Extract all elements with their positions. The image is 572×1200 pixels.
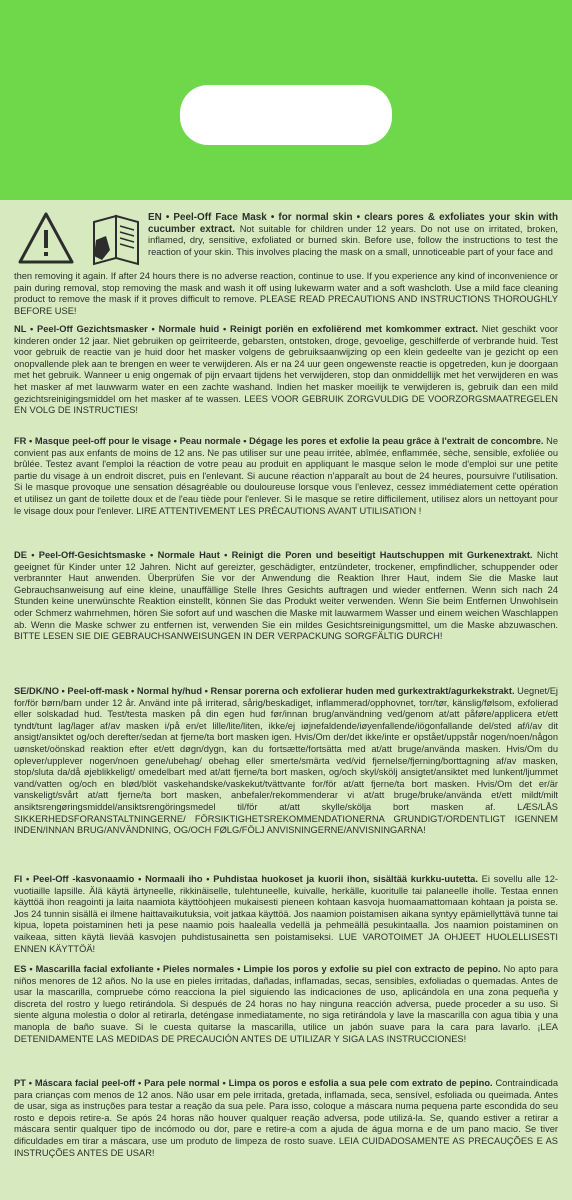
section-nl-lead: NL • Peel-Off Gezichtsmasker • Normale huid • Reinigt poriën en exfoliërend met komkommer extract. [14,324,482,334]
hang-hole [180,85,392,145]
icon-group [16,210,146,268]
section-fi [14,874,558,956]
read-instructions-booklet-icon [94,216,138,264]
section-en-lead: EN • Peel-Off Face Mask • for normal skin • clears pores & exfoliates your skin with cucumber extract. [148,212,558,235]
section-nl-body: Niet geschikt voor kinderen onder 12 jaar. Niet gebruiken op geïrriteerde, gebarsten, ontstoken, droge, gevoelige, geschilferde of verbrande huid. Test voor gebruik de reactie van je huid door het masker volgens de gebruiksaanwijzing op een klein gedeelte van je gezicht op een onopvallende plek aan te brengen en weer te verwijderen. Als er na 24 uur geen ongewenste reactie is opgetreden, kun je doorgaan met het gebruik. Wanneer u enig ongemak of pijn ervaart tijdens het verwijderen, stop dan onmiddellijk met het verwijderen en was het masker af met lauwwarm water en een zachte washand. Indien het masker moeilijk te verwijderen is, gebruik dan een mild gezichtsreinigingsmiddel om het masker af te wassen. LEES VOOR GEBRUIK ZORGVULDIG DE VOORZORGSMAATREGELEN EN VOLG DE INSTRUCTIES! [14,324,558,416]
section-en-body-continued: then removing it again. If after 24 hours there is no adverse reaction, continue to use. If you experience any kind of inconvenience or pain during removal, stop removing the mask and wash it off using lukewarm water and a soft washcloth. Use a mild face cleaning product to remove the mask if it proves difficult to remove. PLEASE READ PRECAUTIONS AND INSTRUCTIONS THOROUGHLY BEFORE USE! [14,271,558,316]
section-pt-lead: PT • Máscara facial peel-off • Para pele normal • Limpa os poros e esfolia a sua pele com extrato de pepino. [14,1078,496,1088]
section-nl [14,324,558,428]
section-pt [14,1078,558,1194]
section-se-lead: SE/DK/NO • Peel-off-mask • Normal hy/hud • Rensar porerna och exfolierar huden med gurkextrakt/agurkekstrakt. [14,686,518,696]
section-se-body: Uegnet/Ej for/för børn/barn under 12 år. Använd inte på irriterad, sårig/beskadiget, inflammerad/opphovnet, torr/tør, känslig/følsom, exfolierad eller solskadad hud. Test/testa masken på din egen hud før/innan brug/användning ved/genom at/att påføre/applicera et/ett tyndt/tunt lag/lager af/av masken i/på en/et lille/lite/liten, ikke/ej iøjnefaldende/iøyenfallende/iögonfallande del/sted af/i/av dit ansigt/ansiktet og/och derefter/sedan at fjerne/ta bort masken igen. Hvis/Om der/det ikke/inte er opstået/uppstår nogen/noen/någon uønsket/oönskad reaktion efter et/ett døgn/dygn, kan du fortsætte/fortsätta med at/att bruge/använda masken. Hvis/Om du oplever/upplever nogen/noen gene/ubehag/ obehag eller smerte/smärta ved/vid fjernelse/fjerning/borttagning af/av masken, stop/sluta da/då øjeblikkeligt/ omedelbart med at/att fjerne/ta bort masken, og/och skyl/skölj ansigtet/ansiktet med lunkent/ljummet vand/vatten og/och en blød/blöt vaskehandske/vaskekut/tvättvante for/för at/att fjerne/ta bort masken. Hvis/Om det er/är vanskeligt/svårt at/att fjerne/ta bort masken, anbefaler/rekommenderar vi at/att bruge/bruke/använda et/ett mildt/milt ansiktsrengøringsmiddel/ansiktsrengöringsmedel til/för at/att skylle/skölja bort masken af. LÆS/LÅS SIKKERHEDSFORANSTALTNINGERNE/ FÖRSIKTIGHETSREKOMMENDATIONERNA GRUNDIGT/ORDENTLIGT IGENNEM INDEN/INNAN BRUG/ANVÄNDNING, OG/OCH FØLG/FÖLJ ANVISNINGERNE/ANVISNINGARNA! [14,686,558,836]
section-pt-body: Contraindicada para crianças com menos de 12 anos. Não usar em pele irritada, gretada, inflamada, seca, sensível, esfoliada ou queimada. Antes de usar, siga as instruções para testar a reação da sua pele. Para isso, coloque a máscara numa pequena parte escondida do seu rosto e depois retire-a. Se após 24 horas não houver qualquer reação adversa, pode utilizá-la. Se, quando estiver a retirar a máscara sentir qualquer tipo de incómodo ou dor, pare e retire-a com a ajuda de água morna e de um pano macio. Se tiver dificuldades em tirar a máscara, use um produto de limpeza de rosto suave. LEIA CUIDADOSAMENTE AS PRECAUÇÕES E AS INSTRUÇÕES ANTES DE USAR! [14,1078,558,1158]
section-fr-body: Ne convient pas aux enfants de moins de 12 ans. Ne pas utiliser sur une peau irritée, abîmée, enflammée, sèche, sensible, exfoliée ou brûlée. Testez avant l'emploi la réaction de votre peau au produit en appliquant le masque selon le mode d'emploi sur une petite partie du visage à un endroit discret, puis en l'enlevant. Si aucune réaction n'apparaît au bout de 24 heures, poursuivre l'utilisation. Si le masque provoque une sensation désagréable ou douloureuse lorsque vous l'enlevez, cessez immédiatement cette opération et utilisez un gant de toilette doux et de l'eau tiède pour l'enlever. Si le masque se retire difficilement, utilisez alors un nettoyant pour le visage doux pour l'enlever. LIRE ATTENTIVEMENT LES PRÉCAUTIONS AVANT UTILISATION ! [14,436,558,516]
section-en-continued [14,271,558,317]
section-fr-lead: FR • Masque peel-off pour le visage • Peau normale • Dégage les pores et exfolie la peau grâce à l'extrait de concombre. [14,436,547,446]
warning-triangle-icon [20,214,72,262]
section-de-lead: DE • Peel-Off-Gesichtsmaske • Normale Haut • Reinigt die Poren und beseitigt Hautschuppen mit Gurkenextrakt. [14,550,537,560]
section-de-body: Nicht geeignet für Kinder unter 12 Jahren. Nicht auf gereizter, geschädigter, entzündeter, trockener, empfindlicher, schuppender oder verbrannter Haut anwenden. Überprüfen Sie vor der Anwendung die Reaktion Ihrer Haut, indem Sie die Maske laut Gebrauchsanweisung auf eine kleine, unauffällige Stelle Ihres Gesichts auftragen und wieder entfernen. Wenn sich nach 24 Stunden keine unerwünschte Reaktion einstellt, können Sie das Produkt weiter verwenden. Wenn Sie beim Entfernen Unwohlsein oder Schmerz wahrnehmen, hören Sie sofort auf und waschen die Maske mit lauwarmem Wasser und einem weichen Waschlappen ab. Wenn die Maske schwer zu entfernen ist, verwenden Sie ein mildes Gesichtsreinigungsmittel, um die Maske abzuwaschen. BITTE LESEN SIE DIE GEBRAUCHSANWEISUNGEN IN DER VERPACKUNG SORGFÄLTIG DURCH! [14,550,558,642]
section-fr [14,436,558,540]
section-en [148,212,558,270]
section-es-body: No apto para niños menores de 12 años. No la use en pieles irritadas, dañadas, inflamadas, secas, sensibles, exfoliadas o quemadas. Antes de usar la mascarilla, compruebe cómo reacciona la piel siguiendo las indicaciones de uso, aplicándola en una zona pequeña y discreta del rostro y luego retirándola. Si después de 24 horas no hay ninguna reacción adversa, puede proceder a su uso. Si siente alguna molestia o dolor al retirarla, deténgase inmediatamente, no siga retirándola y lave la mascarilla con agua tibia y una manopla de baño suave. Si le cuesta quitarse la mascarilla, utilice un jabón suave para la cara para lavarlo. ¡LEA DETENIDAMENTE LAS MEDIDAS DE PRECAUCIÓN ANTES DE UTILIZAR Y SIGA LAS INSTRUCCIONES! [14,964,558,1044]
section-fi-body: Ei sovellu alle 12-vuotiaille lapsille. Älä käytä ärtyneelle, rikkinäiselle, tulehtuneelle, kuivalle, herkälle, kuoritulle tai palaneelle iholle. Testaa ennen käyttöä ihon reagointi ja laita naamiota käyttöohjeen mukaisesti pieneen kohtaan kasvoja huomaamattomaan kohtaan ja poista se. Jos 24 tunnin sisällä ei ilmene haittavaikutuksia, voit jatkaa käyttöä. Jos naamion poistamisen aikana syntyy epämiellyttävä tunne tai kipua, lopeta poistaminen heti ja pese naamio pois haalealla vedellä ja pehmeällä pesukintaalla. Jos naamion poistaminen on vaikeaa, sitten käytä lievää kasvojen puhdistusainetta sen poistamiseksi. LUE VAROTOIMET JA OHJEET HUOLELLISESTI ENNEN KÄYTTÖÄ! [14,874,558,954]
section-es [14,964,558,1068]
section-se-dk-no [14,686,558,872]
section-es-lead: ES • Mascarilla facial exfoliante • Pieles normales • Limpie los poros y exfolie su piel con extracto de pepino. [14,964,504,974]
section-en-body: Not suitable for children under 12 years. Do not use on irritated, broken, inflamed, dry, sensitive, exfoliated or burned skin. Before use, follow the instructions to test the reaction of your skin. This involves placing the mask on a small, unnoticeable part of your face and [148,223,558,257]
section-fi-lead: FI • Peel-Off -kasvonaamio • Normaali iho • Puhdistaa huokoset ja kuorii ihon, sisältää kurkku-uutetta. [14,874,482,884]
section-de [14,550,558,666]
